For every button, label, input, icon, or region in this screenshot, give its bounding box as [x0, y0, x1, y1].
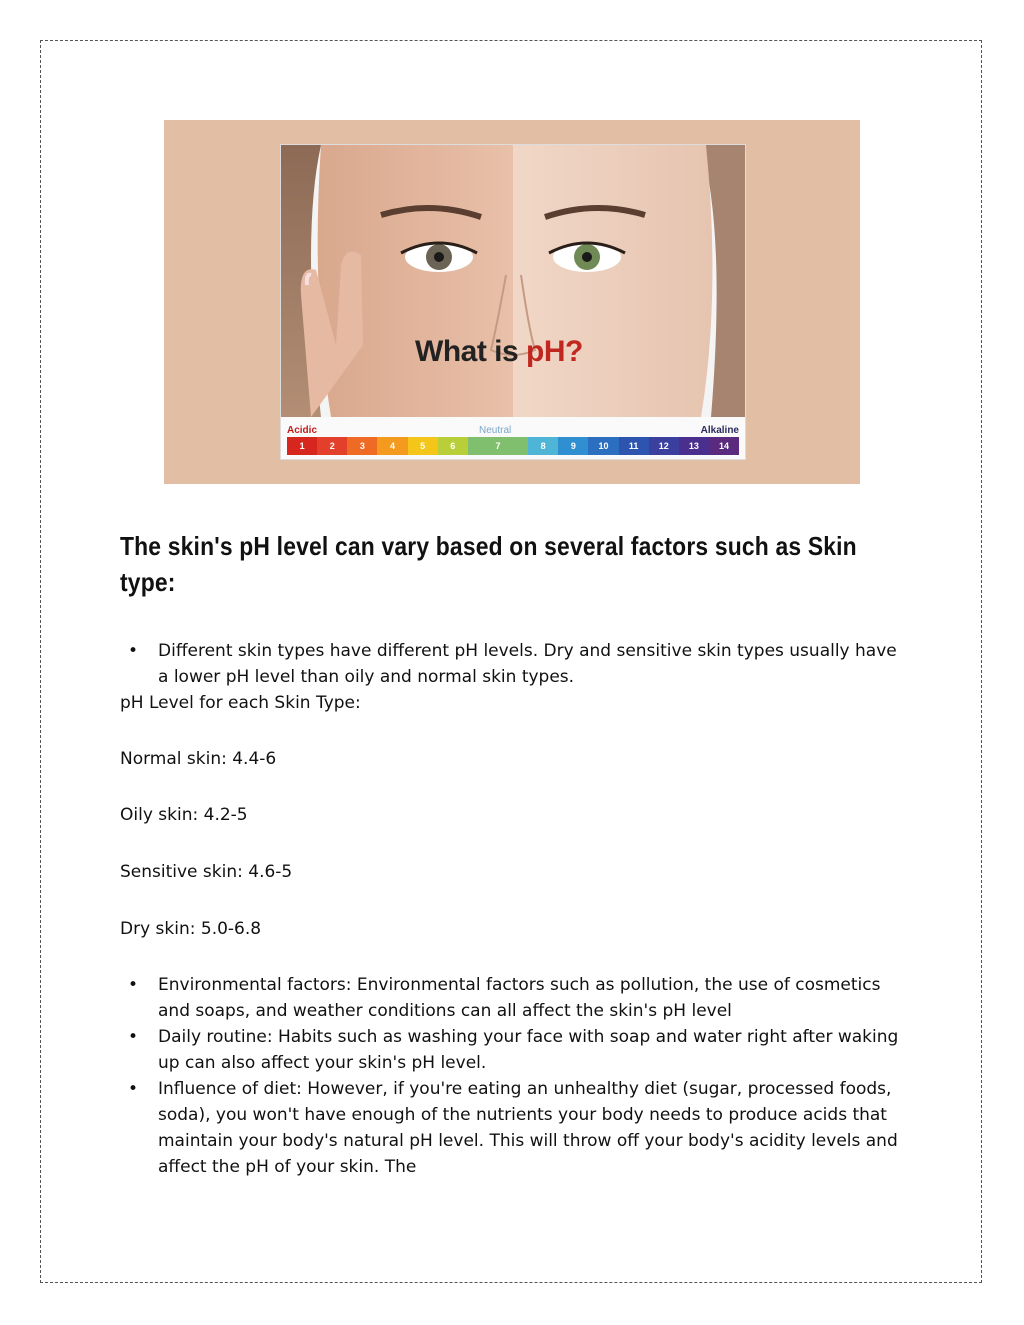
list-item-skin-type: • Different skin types have different pH levels. Dry and sensitive skin types usually have a lower pH level than oily and normal skin types.	[158, 638, 910, 690]
ph-illustration-card	[280, 144, 746, 460]
ph-scale-cell-12: 12	[649, 437, 679, 455]
hero-title: What is pH?	[415, 335, 583, 368]
levels-intro: pH Level for each Skin Type:	[120, 693, 361, 713]
ph-scale-labels	[287, 425, 739, 437]
ph-illustration	[164, 120, 860, 484]
level-normal: Normal skin: 4.4-6	[120, 749, 277, 769]
ph-scale-cell-14: 14	[709, 437, 739, 455]
list-item-environmental: • Environmental factors: Environmental factors such as pollution, the use of cosmetics and soaps, and weather conditions can all affect the skin's pH level	[158, 972, 910, 1024]
ph-scale-cell-3: 3	[347, 437, 377, 455]
ph-scale-cell-13: 13	[679, 437, 709, 455]
neutral-label: Neutral	[479, 425, 512, 436]
ph-scale-cell-8: 8	[528, 437, 558, 455]
level-sensitive: Sensitive skin: 4.6-5	[120, 862, 293, 882]
ph-scale	[287, 437, 739, 455]
level-oily: Oily skin: 4.2-5	[120, 805, 248, 825]
section-heading: The skin's pH level can vary based on several factors such as Skin type:	[120, 531, 857, 597]
level-dry: Dry skin: 5.0-6.8	[120, 919, 262, 939]
ph-scale-cell-4: 4	[377, 437, 407, 455]
ph-scale-cell-6: 6	[438, 437, 468, 455]
ph-scale-cell-10: 10	[588, 437, 618, 455]
acidic-label: Acidic	[287, 425, 318, 436]
ph-scale-cell-7: 7	[468, 437, 528, 455]
ph-scale-cell-1: 1	[287, 437, 317, 455]
ph-scale-cell-9: 9	[558, 437, 588, 455]
ph-scale-cell-2: 2	[317, 437, 347, 455]
alkaline-label: Alkaline	[700, 425, 739, 436]
factors-list	[120, 972, 910, 1180]
ph-scale-cell-5: 5	[408, 437, 438, 455]
face-illustration	[281, 145, 745, 417]
list-item-routine: • Daily routine: Habits such as washing your face with soap and water right after waking up can also affect your skin's pH level.	[158, 1024, 910, 1076]
article-content	[120, 528, 910, 1180]
list-item-diet: • Influence of diet: However, if you're eating an unhealthy diet (sugar, processed foods, soda), you won't have enough of the nutrients your body needs to produce acids that maintain your body's natural pH level. This will throw off your body's acidity levels and affect the pH of your skin. The	[158, 1076, 910, 1180]
ph-scale-cell-11: 11	[619, 437, 649, 455]
skin-type-list	[120, 638, 910, 690]
